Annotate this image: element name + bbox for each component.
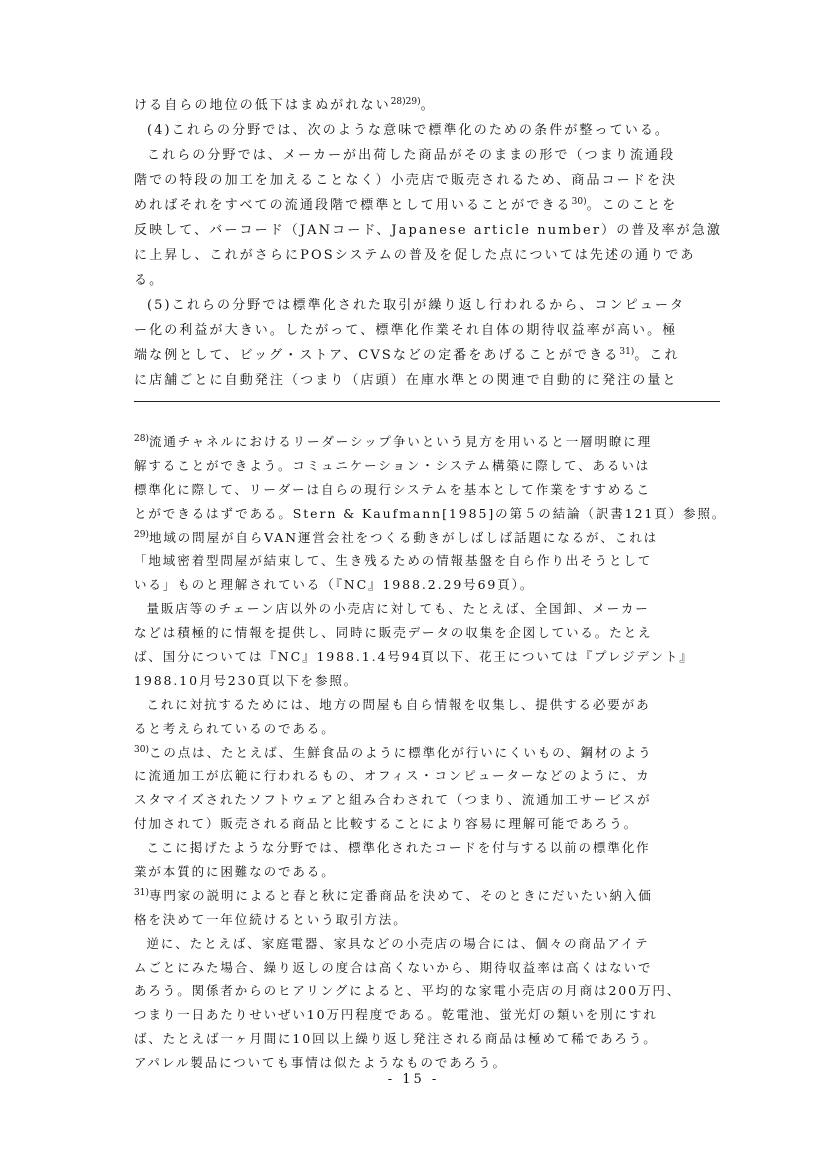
body-line	[134, 218, 722, 243]
footnote-line	[134, 836, 734, 860]
body-line	[134, 118, 714, 143]
body-line	[134, 243, 714, 268]
footnote-ref: 28)29)	[390, 97, 421, 107]
line-text: 。これ	[634, 348, 680, 363]
line-text: 専門家の説明によると春と秋に定番商品を決めて、そのときにだいたい納入価	[148, 887, 653, 903]
footnote-line	[134, 1027, 734, 1051]
footnote-line	[134, 884, 734, 908]
footnote-separator	[134, 401, 720, 402]
page-number: - 15 -	[387, 1072, 440, 1087]
line-text: ば、国分については『NC』1988.1.4号94頁以下、花王については『プレジデント』	[134, 649, 694, 665]
line-text: に店舗ごとに自動発注（つまり（店頭）在庫水準との関連で自動的に発注の量と	[134, 373, 678, 388]
line-text: 流通チャネルにおけるリーダーシップ争いという見方を用いると一層明瞭に理	[148, 434, 653, 449]
line-text: ー化の利益が大きい。したがって、標準化作業それ自体の期待収益率が高い。極	[134, 323, 678, 338]
line-text: ここに掲げたような分野では、標準化されたコードを付与する以前の標準化作	[146, 840, 651, 856]
footnote-line	[134, 573, 734, 597]
body-line	[134, 293, 714, 318]
line-text: この点は、たとえば、生鮮食品のように標準化が行いにくいもの、鋼材のよう	[148, 744, 653, 760]
footnote-line	[134, 669, 734, 693]
footnote-line	[134, 549, 734, 573]
line-text: ける自らの地位の低下はまぬがれない	[134, 98, 391, 113]
footnote-line	[134, 979, 734, 1003]
footnote-line	[134, 502, 734, 526]
line-text: 「地域密着型問屋が結束して、生き残るための情報基盤を自ら作り出そうとして	[134, 553, 653, 569]
line-text: とができるはずである。Stern & Kaufmann[1985]の第５の結論（訳書121頁）参照。	[134, 505, 727, 521]
line-text: 格を決めて一年位続けるという取引方法。	[134, 911, 408, 927]
body-line	[134, 168, 714, 193]
line-text: る。	[134, 273, 165, 288]
footnote-line	[134, 788, 734, 812]
footnote-line	[134, 693, 734, 717]
line-text: (5)これらの分野では標準化された取引が繰り返し行われるから、コンピュータ	[147, 298, 686, 313]
line-text: 。このことを	[586, 198, 678, 213]
line-text: 業が本質的に困難なのである。	[134, 864, 336, 880]
line-text: 逆に、たとえば、家庭電器、家具などの小売店の場合には、個々の商品アイテ	[146, 935, 650, 951]
footnote-line	[134, 741, 734, 765]
footnote-line	[134, 478, 734, 502]
footnote-ref: 30)	[571, 197, 587, 207]
footnote-line	[134, 454, 734, 478]
footnote-line	[134, 764, 734, 788]
line-text: 付加されて）販売される商品と比較することにより容易に理解可能であろう。	[134, 816, 639, 832]
footnote-ref: 30)	[134, 744, 149, 755]
line-text: 解することができよう。コミュニケーション・システム構築に際して、あるいは	[134, 457, 651, 473]
line-text: に上昇し、これがさらにPOSシステムの普及を促した点については先述の通りであ	[134, 248, 696, 263]
line-text: 標準化に際して、リーダーは自らの現行システムを基本として作業をすすめるこ	[134, 481, 652, 497]
footnote-ref: 28)	[134, 434, 149, 444]
line-text: 階での特段の加工を加えることなく）小売店で販売されるため、商品コードを決	[134, 173, 678, 188]
body-line	[134, 318, 714, 343]
footnotes	[134, 430, 734, 1075]
line-text: ば、たとえば一ヶ月間に10回以上繰り返し発注される商品は極めて稀であろう。	[134, 1031, 658, 1047]
line-text: に流通加工が広範に行われるもの、オフィス・コンピューターなどのように、カ	[134, 768, 651, 784]
footnote-line	[134, 645, 734, 669]
footnote-line	[134, 621, 734, 645]
body-line	[134, 368, 714, 393]
line-text: アパレル製品についても事情は似たようなものであろう。	[134, 1055, 507, 1071]
line-text: 地域の問屋が自らVAN運営会社をつくる動きがしばしば話題になるが、これは	[148, 529, 659, 545]
body-line	[134, 93, 714, 118]
line-text: 1988.10月号230頁以下を参照。	[134, 672, 359, 688]
footnote-ref: 29)	[134, 529, 149, 540]
body-text	[134, 93, 722, 393]
footnote-line	[134, 956, 734, 980]
line-text: めればそれをすべての流通段階で標準として用いることができる	[134, 198, 572, 213]
line-text: ムごとにみた場合、繰り返しの度合は高くないから、期待収益率は高くはないで	[134, 959, 653, 975]
footnote-line	[134, 717, 734, 741]
footnote-line	[134, 908, 734, 932]
body-line	[134, 143, 714, 168]
line-text: スタマイズされたソフトウェアと組み合わされて（つまり、流通加工サービスが	[134, 792, 652, 808]
line-text: これらの分野では、メーカーが出荷した商品がそのままの形で（つまり流通段	[147, 148, 676, 163]
line-text: 端な例として、ビッグ・ストア、CVSなどの定番をあげることができる	[134, 348, 620, 363]
line-text: (4)これらの分野では、次のような意味で標準化のための条件が整っている。	[147, 123, 671, 138]
footnote-ref: 31)	[134, 887, 149, 898]
line-text: あろう。関係者からのヒアリングによると、平均的な家電小売店の月商は200万円、	[134, 983, 682, 999]
line-text: 量販店等のチェーン店以外の小売店に対しても、たとえば、全国卸、メーカー	[146, 601, 650, 617]
body-line	[134, 343, 714, 368]
footnote-line	[134, 526, 734, 550]
line-text: 。	[420, 98, 436, 113]
footnote-line	[134, 1003, 734, 1027]
body-line	[134, 268, 714, 293]
line-text: 反映して、バーコード（JANコード、Japanese article number）の普及率が急激	[134, 223, 722, 238]
footnote-line	[134, 860, 734, 884]
footnote-line	[134, 812, 734, 836]
body-line	[134, 193, 714, 218]
footnote-line	[134, 932, 734, 956]
line-text: これに対抗するためには、地方の問屋も自ら情報を収集し、提供する必要があ	[146, 696, 651, 712]
footnote-line	[134, 597, 734, 621]
line-text: つまり一日あたりせいぜい10万円程度である。乾電池、蛍光灯の類いを別にすれ	[134, 1007, 658, 1023]
line-text: いる」ものと理解されている（『NC』1988.2.29号69頁）。	[134, 577, 535, 593]
footnote-line	[134, 430, 734, 454]
line-text: ると考えられているのである。	[134, 720, 336, 736]
footnote-ref: 31)	[619, 347, 635, 357]
line-text: などは積極的に情報を提供し、同時に販売データの収集を企図している。たとえ	[134, 625, 653, 641]
